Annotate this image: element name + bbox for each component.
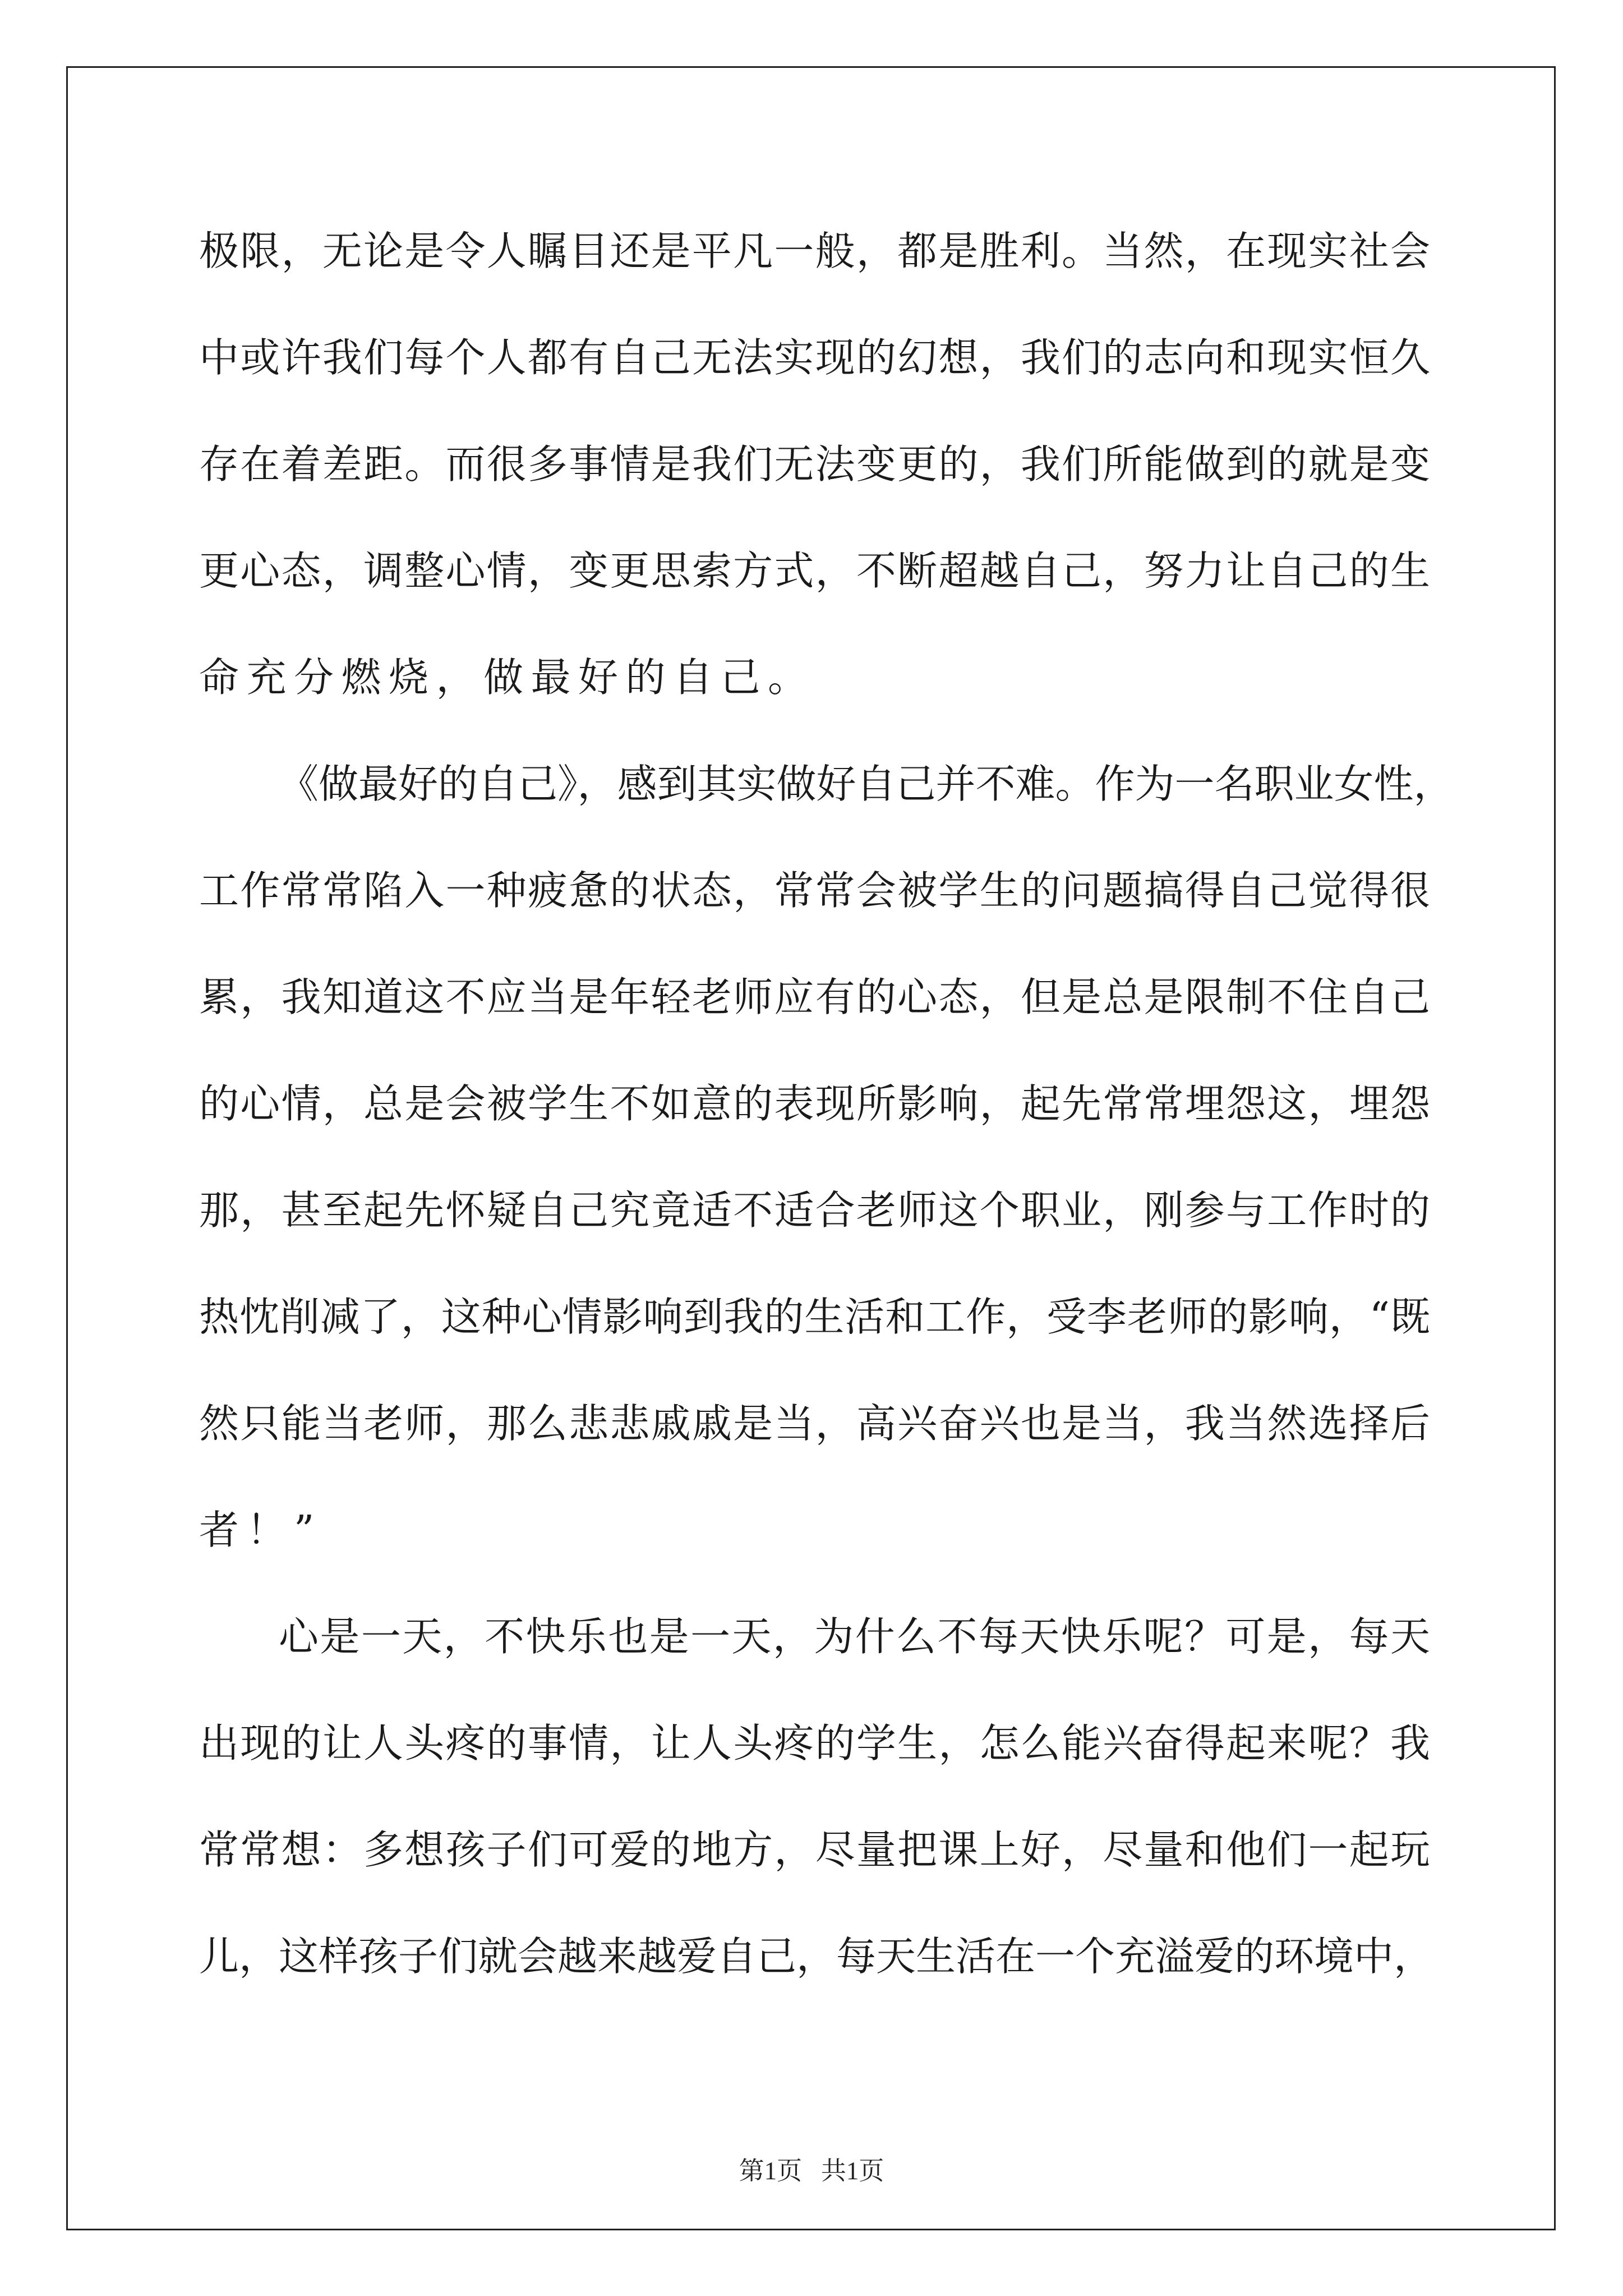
text-line: 然只能当老师，那么悲悲戚戚是当，高兴奋兴也是当，我当然选择后 [199, 1400, 1430, 1447]
text-line: 那，甚至起先怀疑自己究竟适不适合老师这个职业，刚参与工作时的 [199, 1187, 1430, 1234]
text-line: 《做最好的自己》，感到其实做好自己并不难。作为一名职业女性， [279, 761, 1454, 807]
text-line: 命充分燃烧，做最好的自己。 [199, 654, 815, 701]
text-line: 常常想：多想孩子们可爱的地方，尽量把课上好，尽量和他们一起玩 [199, 1826, 1430, 1873]
text-line: 儿，这样孩子们就会越来越爱自己，每天生活在一个充溢爱的环境中， [199, 1933, 1434, 1980]
text-line: 累，我知道这不应当是年轻老师应有的心态，但是总是限制不住自己 [199, 974, 1430, 1020]
text-line: 心是一天，不快乐也是一天，为什么不每天快乐呢？可是，每天 [279, 1613, 1430, 1660]
text-line: 中或许我们每个人都有自己无法实现的幻想，我们的志向和现实恒久 [199, 334, 1430, 381]
text-line: 热忱削减了，这种心情影响到我的生活和工作，受李老师的影响，“既 [199, 1294, 1430, 1340]
text-line: 更心态，调整心情，变更思索方式，不断超越自己，努力让自己的生 [199, 547, 1430, 594]
document-body [199, 218, 1454, 2030]
text-line: 工作常常陷入一种疲惫的状态，常常会被学生的问题搞得自己觉得很 [199, 867, 1430, 914]
page-total: 共1页 [820, 2157, 884, 2185]
text-line: 的心情，总是会被学生不如意的表现所影响，起先常常埋怨这，埋怨 [199, 1080, 1430, 1127]
text-line: 存在着差距。而很多事情是我们无法变更的，我们所能做到的就是变 [199, 441, 1430, 487]
text-line: 极限，无论是令人瞩目还是平凡一般，都是胜利。当然，在现实社会 [199, 228, 1430, 274]
text-line: 出现的让人头疼的事情，让人头疼的学生，怎么能兴奋得起来呢？我 [199, 1720, 1430, 1766]
text-line: 者！” [199, 1507, 322, 1553]
page-footer [0, 2154, 1623, 2188]
page-number: 第1页 [739, 2157, 803, 2185]
